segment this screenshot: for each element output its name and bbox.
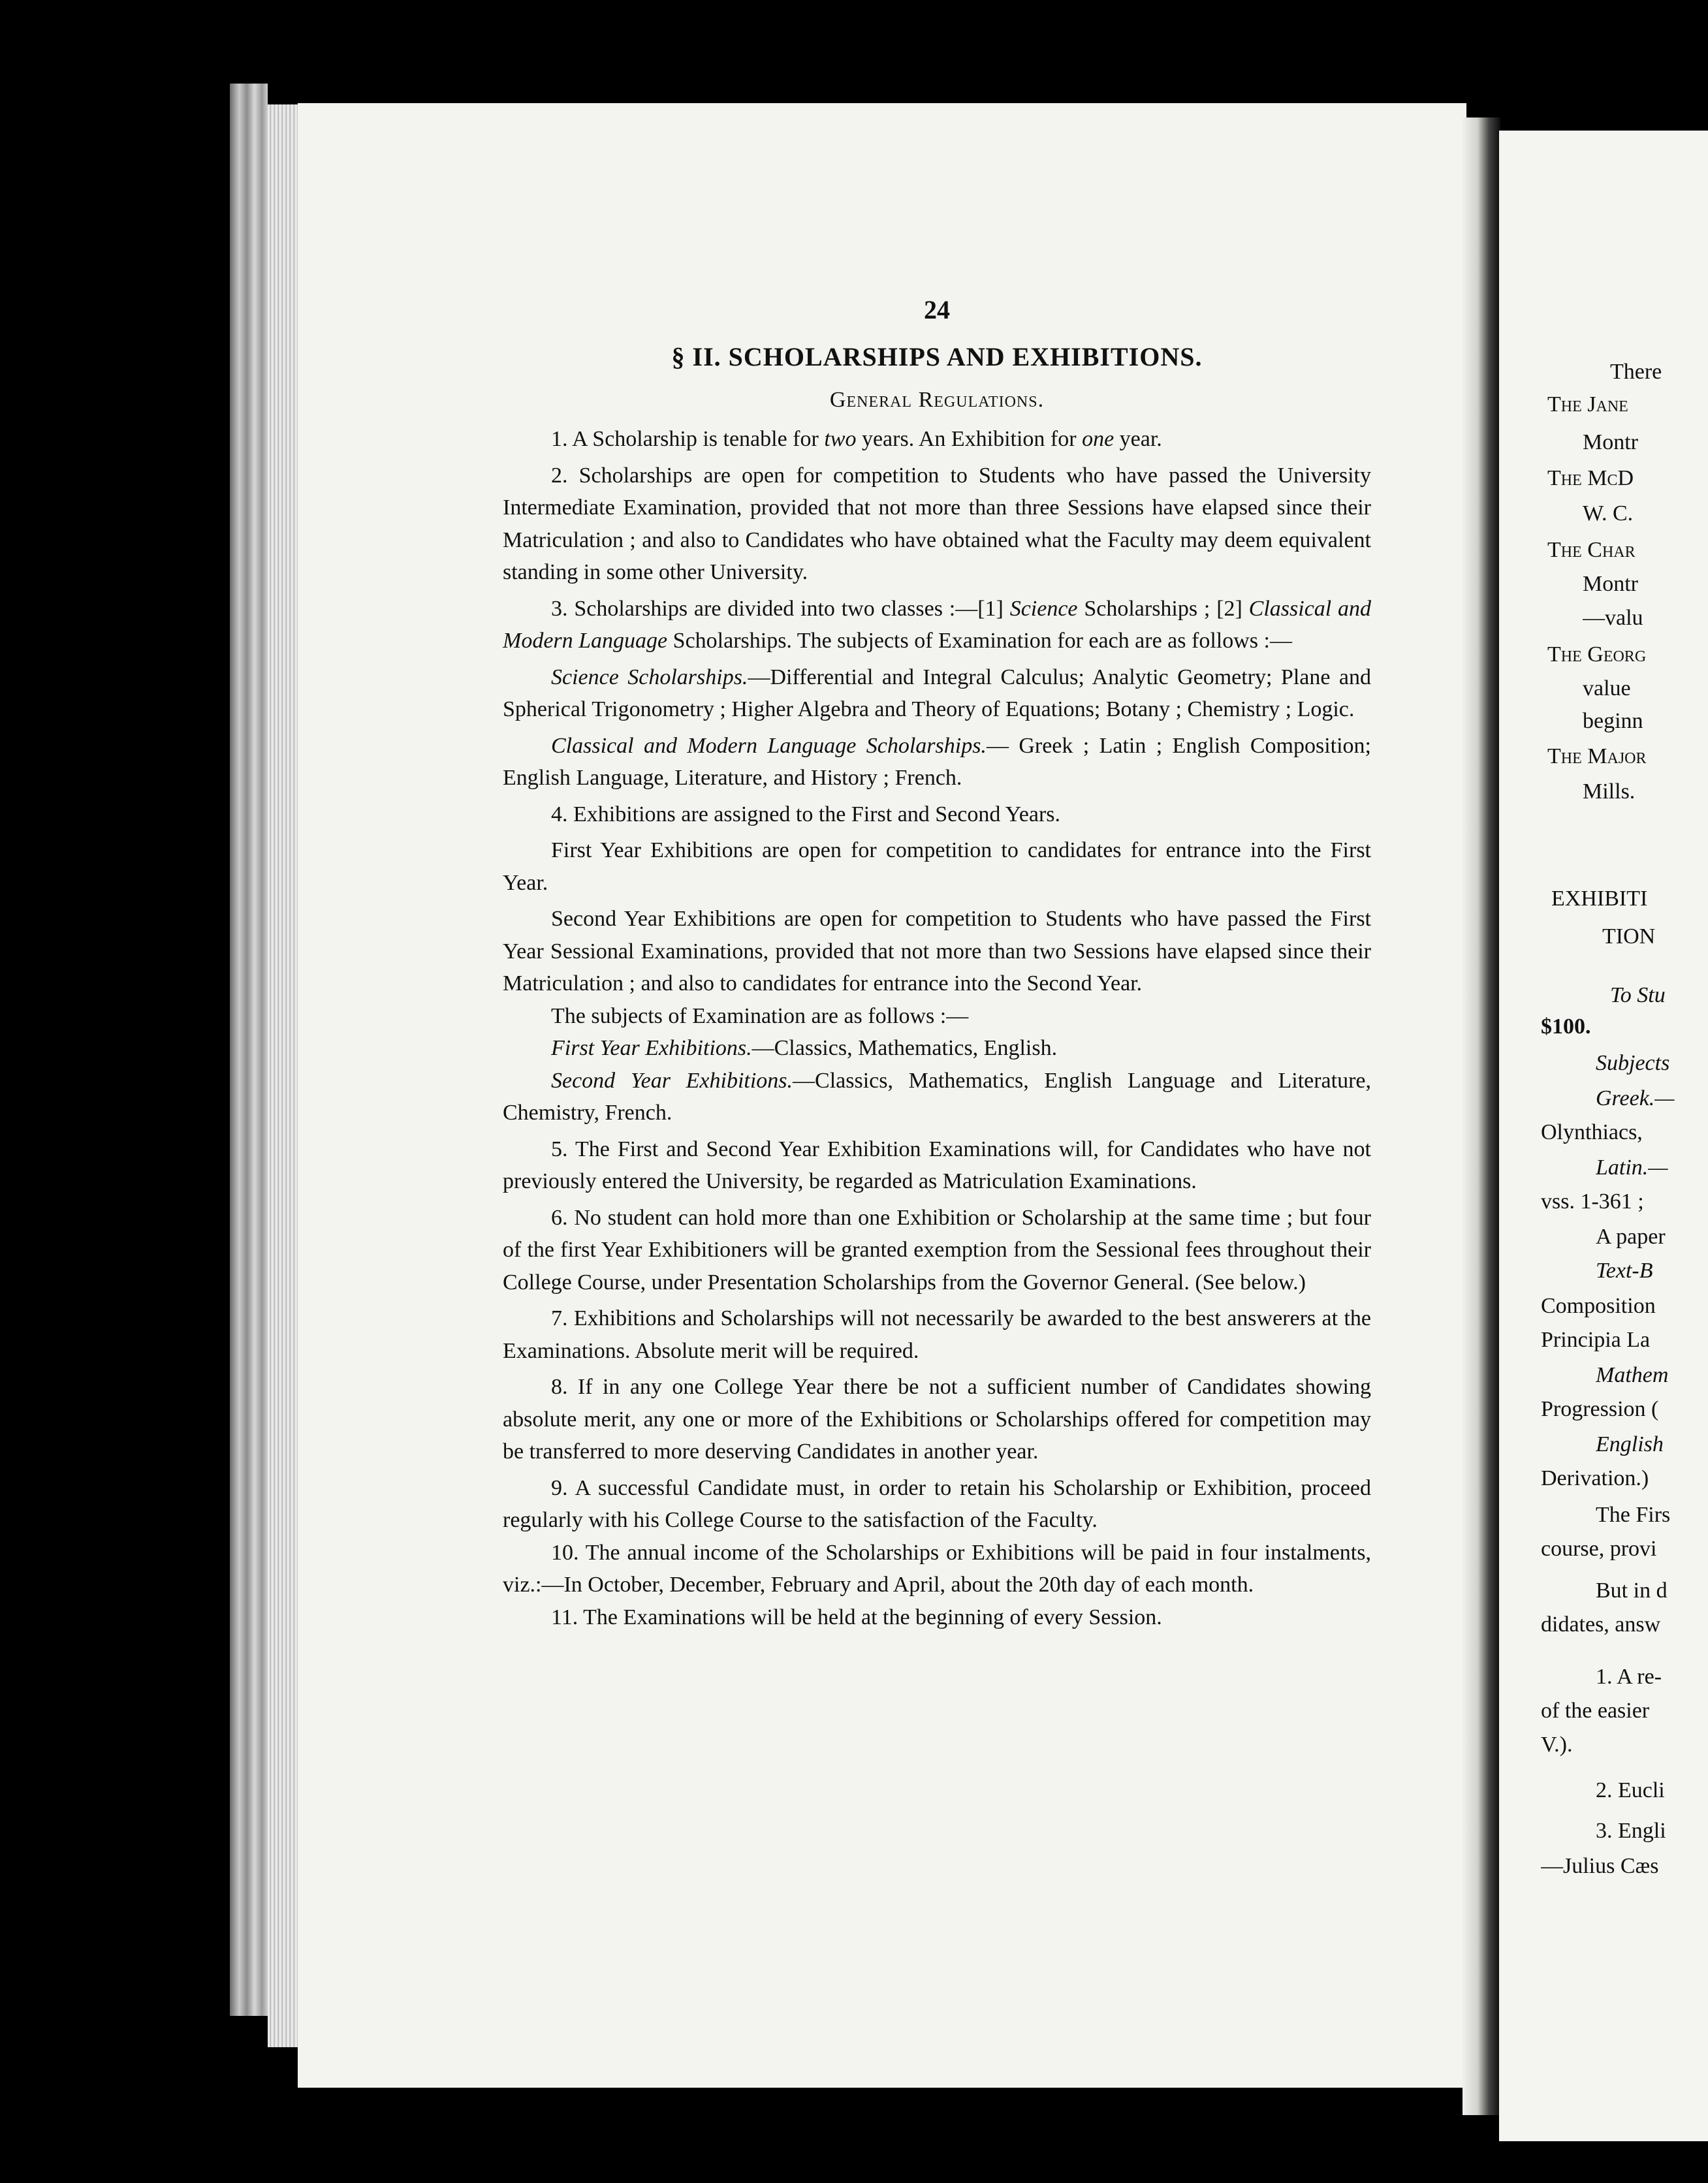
subject-list: —Classics, Mathematics, English Language and Literature, Chemistry, French. xyxy=(503,1068,1372,1125)
regulation-text: Exhibitions and Scholarships will not necessarily be awarded to the best answerers at the Examinations. Absolute merit will be required. xyxy=(503,1306,1371,1363)
right-fragment: didates, answ xyxy=(1541,1612,1661,1637)
subject-label: Science Scholarships. xyxy=(551,665,748,689)
right-fragment: —valu xyxy=(1583,606,1643,630)
regulation-number: 11. xyxy=(551,1605,578,1629)
right-fragment: The Jane xyxy=(1547,392,1628,416)
right-fragment: The Georg xyxy=(1547,642,1647,667)
right-fragment: W. C. xyxy=(1583,501,1634,526)
right-fragment: 1. A re- xyxy=(1596,1665,1662,1689)
regulation-10 xyxy=(503,1537,1371,1601)
right-fragment: Latin.— xyxy=(1596,1155,1668,1180)
subject-label: Second Year Exhibitions. xyxy=(551,1068,793,1093)
book-edge-outer xyxy=(230,84,268,2016)
regulation-text: A Scholarship is tenable for xyxy=(572,427,819,451)
regulation-text: Scholarships. The subjects of Examination for each are as follows :— xyxy=(672,629,1292,653)
regulation-1 xyxy=(503,423,1371,456)
book-page-edges xyxy=(268,104,299,2047)
right-fragment: $100. xyxy=(1541,1014,1591,1039)
regulation-number: 4. xyxy=(551,802,568,826)
right-fragment: TION xyxy=(1602,924,1656,949)
right-fragment: Principia La xyxy=(1541,1328,1651,1352)
section-title: § II. SCHOLARSHIPS AND EXHIBITIONS. xyxy=(671,342,1203,371)
right-fragment: value xyxy=(1583,676,1631,700)
regulation-2 xyxy=(503,460,1371,589)
subject-list: —Classics, Mathematics, English. xyxy=(751,1036,1058,1060)
regulation-text: years. An Exhibition for xyxy=(861,427,1077,451)
regulation-text: Scholarships are open for competition to Students who have passed the University Intermediate Examination, provided that not more than three Sessions have elapsed since their Matriculation ; and also to Candidates who have obtained what the Faculty may deem equivalent standing in some other University. xyxy=(503,463,1371,584)
exam-subjects-intro: The subjects of Examination are as follows :— xyxy=(551,1003,969,1028)
regulation-emphasis: Science xyxy=(1009,596,1078,621)
regulation-number: 10. xyxy=(551,1540,579,1565)
regulation-number: 6. xyxy=(551,1205,568,1230)
page-gutter xyxy=(1463,118,1500,2115)
first-year-exhibition-subjects xyxy=(503,1032,1371,1065)
regulation-text: Exhibitions are assigned to the First and Second Years. xyxy=(573,802,1061,826)
regulation-8 xyxy=(503,1371,1371,1468)
second-year-exhibition-subjects xyxy=(503,1065,1371,1129)
right-fragment: The Char xyxy=(1547,538,1636,562)
right-fragment: Mathem xyxy=(1596,1363,1669,1387)
right-fragment: beginn xyxy=(1583,709,1643,733)
regulation-number: 3. xyxy=(551,596,568,621)
regulation-11 xyxy=(503,1601,1371,1634)
right-fragment: Mills. xyxy=(1583,779,1636,804)
right-fragment: A paper xyxy=(1596,1225,1666,1249)
regulation-text: The Examinations will be held at the beginning of every Session. xyxy=(583,1605,1162,1629)
regulation-text: If in any one College Year there be not a sufficient number of Candidates showing absolute merit, any one or more of the Exhibitions or Scholarships offered for competition may be transferred to more deserving Candidates in another year. xyxy=(503,1375,1372,1464)
right-fragment: The Firs xyxy=(1596,1503,1671,1527)
regulation-text: year. xyxy=(1119,427,1162,451)
regulation-9 xyxy=(503,1472,1371,1537)
right-fragment: Olynthiacs, xyxy=(1541,1120,1643,1144)
science-scholarships xyxy=(503,661,1371,726)
page-number: 24 xyxy=(924,295,950,324)
right-fragment: EXHIBITI xyxy=(1551,887,1648,911)
left-page-content xyxy=(503,294,1371,1633)
right-fragment: Progression ( xyxy=(1541,1397,1659,1421)
right-fragment: of the easier xyxy=(1541,1699,1650,1723)
right-fragment: 3. Engli xyxy=(1596,1819,1666,1843)
regulation-emphasis: one xyxy=(1082,427,1115,451)
regulation-number: 1. xyxy=(551,427,568,451)
right-fragment: But in d xyxy=(1596,1578,1668,1603)
regulation-number: 8. xyxy=(551,1375,568,1399)
right-fragment: The McD xyxy=(1547,466,1634,490)
subject-label: Classical and Modern Language Scholarships. xyxy=(551,733,987,758)
regulation-text: Scholarships ; [2] xyxy=(1084,596,1242,621)
sub-title: General Regulations. xyxy=(829,388,1045,412)
right-fragment: Text-B xyxy=(1596,1259,1653,1283)
regulation-emphasis: two xyxy=(824,427,857,451)
right-fragment: Composition xyxy=(1541,1294,1656,1318)
regulation-7 xyxy=(503,1302,1371,1367)
right-fragment: Greek.— xyxy=(1596,1086,1675,1110)
regulation-text: Scholarships are divided into two classes :—[1] xyxy=(574,596,1004,621)
right-fragment: Montr xyxy=(1583,430,1638,454)
right-fragment: vss. 1-361 ; xyxy=(1541,1189,1644,1214)
right-fragment: —Julius Cæs xyxy=(1541,1854,1659,1878)
right-fragment: V.). xyxy=(1541,1733,1573,1757)
regulation-number: 2. xyxy=(551,463,568,488)
right-fragment: There xyxy=(1610,360,1662,384)
subject-list: — Greek ; Latin ; English Composition; English Language, Literature, and History ; French. xyxy=(503,733,1371,790)
regulation-number: 9. xyxy=(551,1475,568,1500)
subject-list: —Differential and Integral Calculus; Analytic Geometry; Plane and Spherical Trigonometry ; Higher Algebra and Theory of Equations; Botany ; Chemistry ; Logic. xyxy=(503,665,1371,721)
regulation-3 xyxy=(503,593,1371,657)
regulation-number: 5. xyxy=(551,1137,568,1161)
regulation-4 xyxy=(503,798,1371,831)
regulation-emphasis: Classical and Modern Language xyxy=(503,596,1372,653)
right-fragment: Montr xyxy=(1583,572,1638,596)
right-fragment: 2. Eucli xyxy=(1596,1778,1665,1802)
regulation-text: A successful Candidate must, in order to retain his Scholarship or Exhibition, proceed regularly with his College Course to the satisfaction of the Faculty. xyxy=(503,1475,1372,1532)
regulation-text: No student can hold more than one Exhibition or Scholarship at the same time ; but four of the first Year Exhibitioners will be granted exemption from the Sessional fees throughout their College Course, under Presentation Scholarships from the Governor General. (See below.) xyxy=(503,1205,1371,1295)
regulation-6 xyxy=(503,1202,1371,1299)
right-fragment: The Major xyxy=(1547,744,1647,768)
regulation-number: 7. xyxy=(551,1306,568,1330)
classical-scholarships xyxy=(503,730,1371,794)
regulation-text: The First and Second Year Exhibition Examinations will, for Candidates who have not previously entered the University, be regarded as Matriculation Examinations. xyxy=(503,1137,1372,1193)
right-fragment: Subjects xyxy=(1596,1051,1670,1075)
right-fragment: To Stu xyxy=(1610,983,1666,1007)
regulation-5 xyxy=(503,1133,1371,1198)
regulation-text: The annual income of the Scholarships or Exhibitions will be paid in four instalments, viz.:—In October, December, February and April, about the 20th day of each month. xyxy=(503,1540,1371,1597)
right-fragment: English xyxy=(1596,1432,1664,1456)
subject-label: First Year Exhibitions. xyxy=(551,1036,752,1060)
right-fragment: Derivation.) xyxy=(1541,1466,1649,1490)
first-year-exhibitions: First Year Exhibitions are open for competition to candidates for entrance into the First Year. xyxy=(503,838,1371,895)
second-year-exhibitions: Second Year Exhibitions are open for competition to Students who have passed the First Year Sessional Examinations, provided that not more than two Sessions have elapsed since their Matriculation ; and also to candidates for entrance into the Second Year. xyxy=(503,907,1371,996)
right-fragment: course, provi xyxy=(1541,1537,1657,1561)
